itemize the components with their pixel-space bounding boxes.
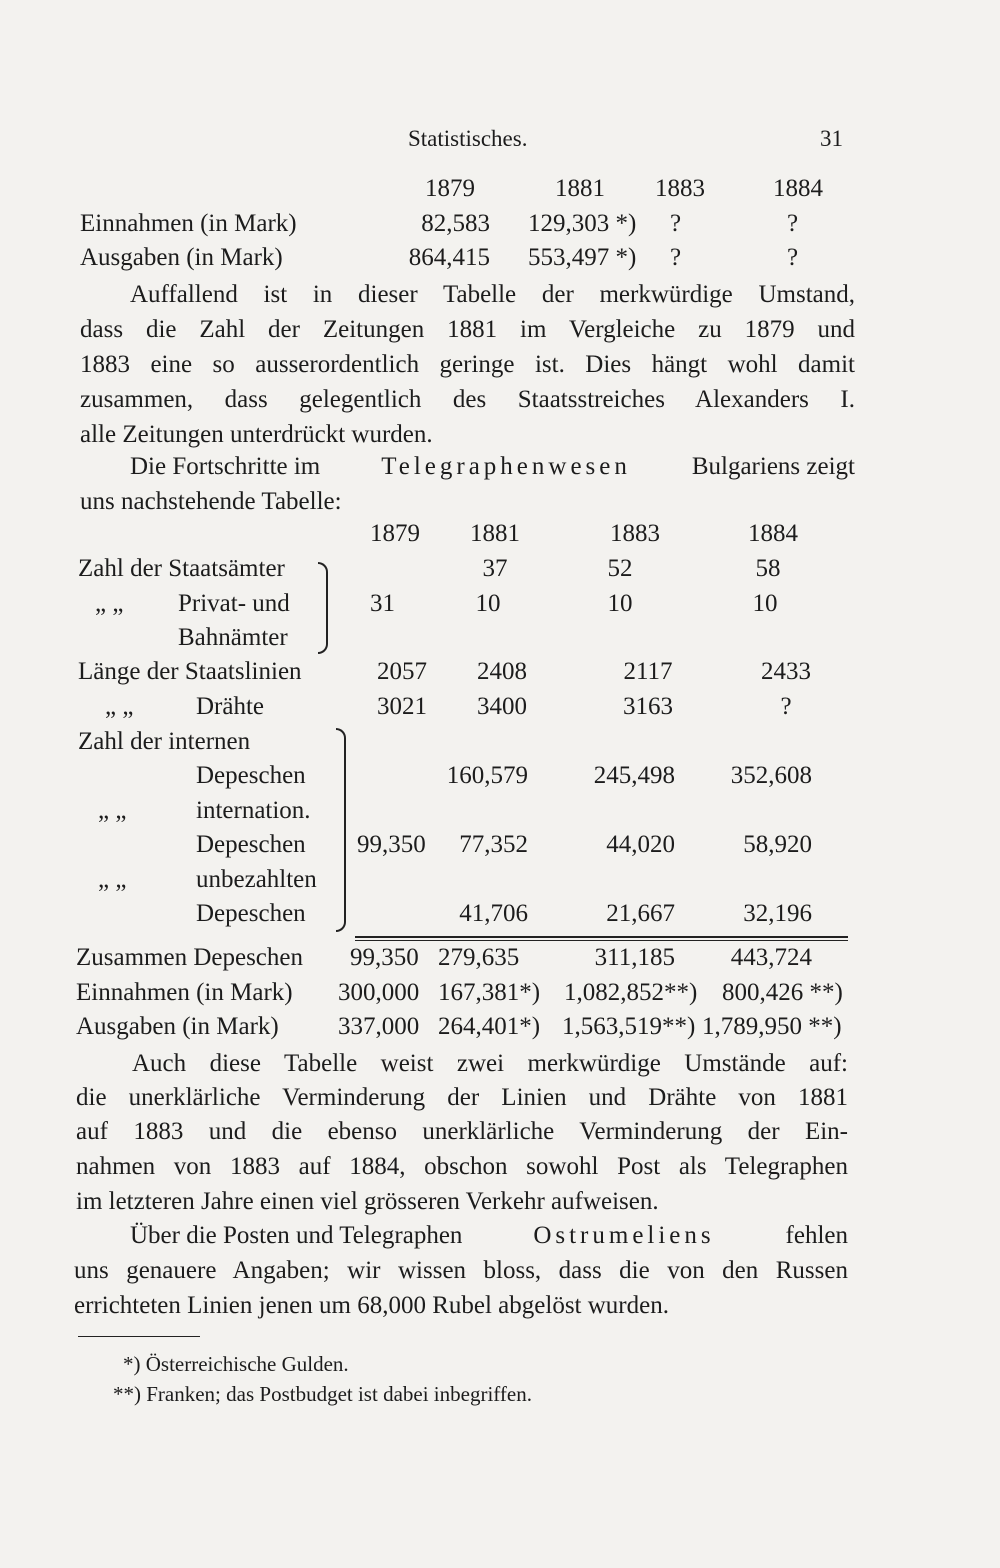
text-line: im letzteren Jahre einen viel grösseren Verkehr aufweisen.	[76, 1188, 659, 1215]
table2-total-cell: 1,082,852**)	[564, 979, 698, 1006]
text-line: dass die Zahl der Zeitungen 1881 im Vergleiche zu 1879 und	[80, 316, 855, 343]
table2-cell: 2057	[377, 658, 427, 685]
text-line: die unerklärliche Verminderung der Linien und Drähte von 1881	[76, 1084, 848, 1111]
table2-cell-combined: 99,350	[357, 831, 426, 858]
table2-total-cell: 311,185	[594, 944, 675, 971]
table1-cell: 129,303 *)	[528, 210, 637, 237]
table2-total-label: Einnahmen (in Mark)	[76, 979, 293, 1006]
sum-rule	[355, 936, 848, 938]
table2-cell: 3163	[623, 693, 673, 720]
table2-cell: 10	[752, 590, 778, 617]
table2-row-label: Depeschen	[196, 762, 306, 789]
table2-cell: 52	[607, 555, 633, 582]
table2-year-1879: 1879	[370, 520, 420, 547]
table2-cell: 44,020	[606, 831, 675, 858]
table2-cell: 58	[755, 555, 781, 582]
paragraph-ostrumelien	[74, 1219, 848, 1324]
table1-year-1883: 1883	[655, 175, 705, 202]
table1-row-label: Ausgaben (in Mark)	[80, 244, 283, 271]
text-line: auf 1883 und die ebenso unerklärliche Verminderung der Ein-	[76, 1118, 848, 1145]
footnote: **) Franken; das Postbudget ist dabei inbegriffen.	[113, 1382, 532, 1406]
table2-row-label: Privat- und	[178, 590, 290, 617]
table1-year-1884: 1884	[773, 175, 823, 202]
text-line: 1883 eine so ausserordentlich geringe ist. Dies hängt wohl damit	[80, 351, 855, 378]
table1-cell: ?	[670, 244, 682, 271]
table2-total-cell: 99,350	[350, 944, 419, 971]
table2-year-1881: 1881	[470, 520, 520, 547]
table1-cell: 553,497 *)	[528, 244, 637, 271]
text-line: nahmen von 1883 auf 1884, obschon sowohl Post als Telegraphen	[76, 1153, 848, 1180]
text-segment: Die Fortschritte im	[130, 453, 321, 480]
table2-cell: 352,608	[730, 762, 812, 789]
running-title: Statistisches.	[408, 126, 528, 151]
text-line	[130, 1219, 848, 1253]
emphasized-term: Ostrumeliens	[533, 1222, 715, 1249]
table1-cell: ?	[787, 210, 799, 237]
table1-cell: 864,415	[408, 244, 490, 271]
table2-row-label: unbezahlten	[196, 866, 317, 893]
table2-cell: 37	[482, 555, 508, 582]
table2-row-label: Zahl der Staatsämter	[78, 555, 285, 582]
table2-cell: 2408	[477, 658, 527, 685]
table1-row-label: Einnahmen (in Mark)	[80, 210, 297, 237]
table2-cell: 3021	[377, 693, 427, 720]
page-number: 31	[820, 126, 843, 151]
paragraph-telegraph-intro	[80, 450, 855, 520]
table2-cell: 77,352	[459, 831, 528, 858]
ditto-marks: „ „	[105, 693, 134, 720]
table2-row-label: Länge der Staatslinien	[78, 658, 302, 685]
table2-total-cell: 1,789,950 **)	[702, 1013, 842, 1040]
text-line: zusammen, dass gelegentlich des Staatsstreiches Alexanders I.	[80, 386, 855, 413]
table2-cell: 58,920	[743, 831, 812, 858]
table2-row-label: Zahl der internen	[78, 728, 251, 755]
text-line: Auch diese Tabelle weist zwei merkwürdige Umstände auf:	[132, 1050, 848, 1077]
table1-year-1881: 1881	[555, 175, 605, 202]
text-line	[130, 450, 855, 484]
table2-row-label: Depeschen	[196, 900, 306, 927]
table2-row-label: Depeschen	[196, 831, 306, 858]
table2-total-label: Ausgaben (in Mark)	[76, 1013, 279, 1040]
text-line: uns nachstehende Tabelle:	[80, 488, 342, 515]
paragraph-anomalies	[76, 1047, 848, 1222]
table2-cell: 10	[607, 590, 633, 617]
text-line: Auffallend ist in dieser Tabelle der merkwürdige Umstand,	[130, 281, 855, 308]
table2-cell: 2117	[623, 658, 673, 685]
table2-row-label: internation.	[196, 797, 311, 824]
table2-total-cell: 337,000	[338, 1013, 420, 1040]
table2-cell: 21,667	[606, 900, 675, 927]
brace-icon	[336, 728, 346, 932]
text-line: errichteten Linien jenen um 68,000 Rubel abgelöst wurden.	[74, 1292, 669, 1319]
brace-icon	[318, 562, 328, 654]
table2-total-cell: 300,000	[338, 979, 420, 1006]
text-segment: fehlen	[785, 1222, 848, 1249]
emphasized-term: Telegraphenwesen	[381, 453, 631, 480]
table1-cell: ?	[787, 244, 799, 271]
text-segment: Bulgariens zeigt	[691, 453, 855, 480]
footnote-separator	[78, 1336, 200, 1337]
paragraph-newspapers	[80, 278, 855, 453]
text-segment: Über die Posten und Telegraphen	[130, 1222, 463, 1249]
footnote: *) Österreichische Gulden.	[123, 1352, 349, 1376]
ditto-marks: „ „	[98, 797, 127, 824]
table2-year-1883: 1883	[610, 520, 660, 547]
table2-cell: 10	[475, 590, 501, 617]
table2-cell: 41,706	[459, 900, 528, 927]
table2-total-cell: 443,724	[730, 944, 812, 971]
table1-cell: 82,583	[421, 210, 490, 237]
table1-year-1879: 1879	[425, 175, 475, 202]
table2-total-cell: 800,426 **)	[722, 979, 843, 1006]
sum-rule	[355, 940, 848, 941]
table2-total-cell: 279,635	[438, 944, 520, 971]
table2-total-label: Zusammen Depeschen	[76, 944, 304, 971]
table2-total-cell: 264,401*)	[438, 1013, 541, 1040]
table2-cell: ?	[780, 693, 792, 720]
table2-cell: 160,579	[446, 762, 528, 789]
table2-cell: 32,196	[743, 900, 812, 927]
table2-cell: 2433	[761, 658, 811, 685]
ditto-marks: „ „	[95, 590, 124, 617]
table2-year-1884: 1884	[748, 520, 798, 547]
table2-row-label: Drähte	[196, 693, 265, 720]
table2-cell: 3400	[477, 693, 527, 720]
ditto-marks: „ „	[98, 866, 127, 893]
table2-cell: 245,498	[593, 762, 675, 789]
table2-cell-combined: 31	[370, 590, 395, 617]
table1-cell: ?	[670, 210, 682, 237]
table2-row-label: Bahnämter	[178, 624, 288, 651]
table2-total-cell: 167,381*)	[438, 979, 541, 1006]
text-line: alle Zeitungen unterdrückt wurden.	[80, 421, 433, 448]
table2-total-cell: 1,563,519**)	[562, 1013, 696, 1040]
text-line: uns genauere Angaben; wir wissen bloss, dass die von den Russen	[74, 1257, 848, 1284]
